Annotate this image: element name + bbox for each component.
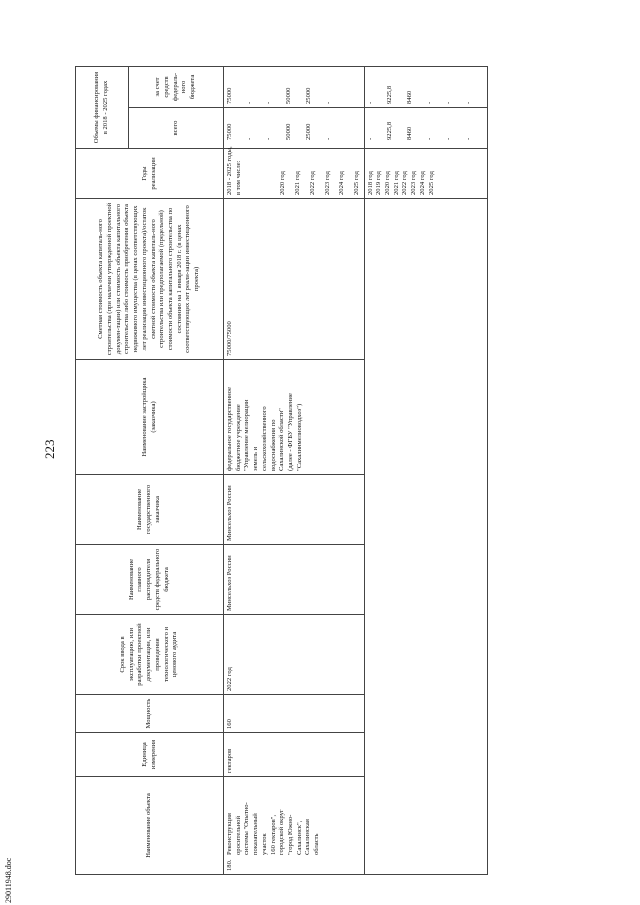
- total-value: 50000: [285, 123, 293, 140]
- federal-value: -: [445, 101, 453, 104]
- row-capacity: 160: [224, 695, 365, 733]
- developer-line: федеральное государственное: [226, 387, 233, 471]
- year-label: 2018 год: [366, 171, 374, 195]
- year-label: 2021 год: [392, 171, 400, 195]
- header-federal: за счет средств федераль-ного бюджета: [129, 66, 224, 107]
- object-name-line: Сахалинская: [304, 819, 312, 855]
- header-row: [76, 66, 129, 874]
- header-capacity: Мощность: [76, 695, 224, 733]
- year-label: 2020 год: [384, 171, 392, 195]
- year-label: 2024 год: [418, 171, 426, 195]
- row-federal: [224, 66, 365, 107]
- year-label: 2021 год: [294, 171, 302, 195]
- investment-table: [75, 66, 488, 875]
- continuation-federal: [364, 66, 487, 107]
- total-value: -: [265, 137, 273, 140]
- object-name-lines: [226, 802, 322, 855]
- federal-value: 75000: [226, 87, 233, 104]
- year-label: 2022 год: [401, 171, 409, 195]
- federal-value: 8460: [406, 90, 414, 104]
- document-code: 29011948.doc: [4, 857, 13, 903]
- developer-line: "Сахалинмелиоводхоз"): [295, 403, 303, 471]
- row-estimated-cost: 75000/75000: [224, 199, 365, 360]
- header-commissioning: Срок ввода в эксплуатацию, или разработки проектной документации, или проведения технологического и ценового аудита: [76, 615, 224, 695]
- year-label: 2023 год: [323, 171, 331, 195]
- federal-value: 25000: [304, 87, 312, 104]
- continuation-empty: [364, 199, 487, 875]
- header-customer: Наименование государственного заказчика: [76, 475, 224, 545]
- developer-line: земель и: [252, 446, 260, 471]
- federal-value: -: [245, 101, 253, 104]
- row-totals: [224, 108, 365, 149]
- object-name-line: городской округ: [278, 809, 286, 855]
- continuation-totals: [364, 108, 487, 149]
- page-number: 223: [42, 439, 57, 459]
- object-name-line: область: [313, 833, 321, 855]
- developer-line: водоснабжения по: [269, 419, 277, 471]
- federal-value: -: [324, 101, 332, 104]
- object-name-line: участок: [260, 833, 268, 855]
- row-number: 180.: [226, 859, 233, 871]
- federal-value: -: [465, 101, 473, 104]
- total-value: 75000: [226, 123, 233, 140]
- header-developer: Наименование застройщика (заказчика): [76, 360, 224, 475]
- row-commissioning: 2022 год: [224, 615, 365, 695]
- header-unit: Единица измерения: [76, 733, 224, 777]
- row-unit: гектаров: [224, 733, 365, 777]
- year-label: 2022 год: [308, 171, 316, 195]
- total-value: -: [324, 137, 332, 140]
- header-estimated-cost: Сметная стоимость объекта капиталь-ного строительства (при наличии утвержденной проектной докумен-тации) или стоимость объекта капитального строительства либо стоимость приобретения объекта недвижимого имущества (в ценах соответствующих лет реализации инвестиционного проекта)/остаток сметной стоимости объекта капиталь-ного строительства или предполагаемой (предельной) стоимости объекта капитального строительства по состоянию на 1 января 2018 г. (в ценах соответствующих лет реали-зации инвестиционного проекта): [76, 199, 224, 360]
- object-name-line: Сахалинск",: [295, 820, 303, 855]
- total-value: -: [366, 137, 374, 140]
- row-years: [224, 146, 365, 199]
- header-object-name: Наименование объекта: [76, 777, 224, 875]
- continuation-years-cell: [364, 149, 487, 199]
- total-value: 25000: [304, 123, 312, 140]
- object-name-line: 160 гектаров",: [269, 814, 277, 855]
- year-label: 2025 год: [352, 171, 360, 195]
- developer-line: Сахалинской области": [278, 408, 286, 471]
- total-value: 8460: [406, 126, 414, 140]
- year-label: 2024 год: [338, 171, 346, 195]
- year-label: в том числе:: [234, 160, 242, 195]
- continuation-row: [364, 66, 487, 874]
- total-value: -: [465, 137, 473, 140]
- federal-value: 9225,8: [386, 85, 394, 104]
- federal-value: 50000: [285, 87, 293, 104]
- total-value: -: [445, 137, 453, 140]
- object-name-line: "город Южно-: [286, 814, 294, 855]
- year-label: 2023 год: [410, 171, 418, 195]
- federal-value: -: [265, 101, 273, 104]
- total-value: -: [245, 137, 253, 140]
- year-label: 2025 год: [427, 171, 435, 195]
- header-total: всего: [129, 108, 224, 149]
- year-label: 2019 год: [375, 171, 383, 195]
- year-label: 2020 год: [279, 171, 287, 195]
- row-budget-manager: Минсельхоз России: [224, 545, 365, 615]
- row-developer: [224, 360, 365, 475]
- header-financing: Объемы финансирования в 2018 - 2025 годах: [76, 66, 129, 148]
- developer-line: "Управление мелиорации: [243, 399, 251, 471]
- total-value: -: [425, 137, 433, 140]
- table-row: [224, 66, 365, 874]
- row-object-name: [224, 777, 365, 875]
- developer-line: бюджетное учреждение: [234, 404, 242, 471]
- federal-value: -: [425, 101, 433, 104]
- object-name-line: системы "Опытно-: [243, 802, 251, 855]
- year-label: 2018 - 2025 годы,: [226, 146, 233, 195]
- row-customer: Минсельхоз России: [224, 475, 365, 545]
- header-years: Годы реализации: [76, 149, 224, 199]
- developer-line: (далее - ФГБУ "Управление: [286, 393, 294, 471]
- object-name-line: оросительной: [234, 816, 242, 855]
- object-name-line: показательный: [252, 813, 260, 855]
- federal-value: -: [366, 101, 374, 104]
- object-name-line: Реконструкция: [226, 813, 233, 855]
- developer-line: сельскохозяйственного: [260, 406, 268, 471]
- total-value: 9225,8: [386, 121, 394, 140]
- header-budget-manager: Наименование главного распорядителя средств федерального бюджета: [76, 545, 224, 615]
